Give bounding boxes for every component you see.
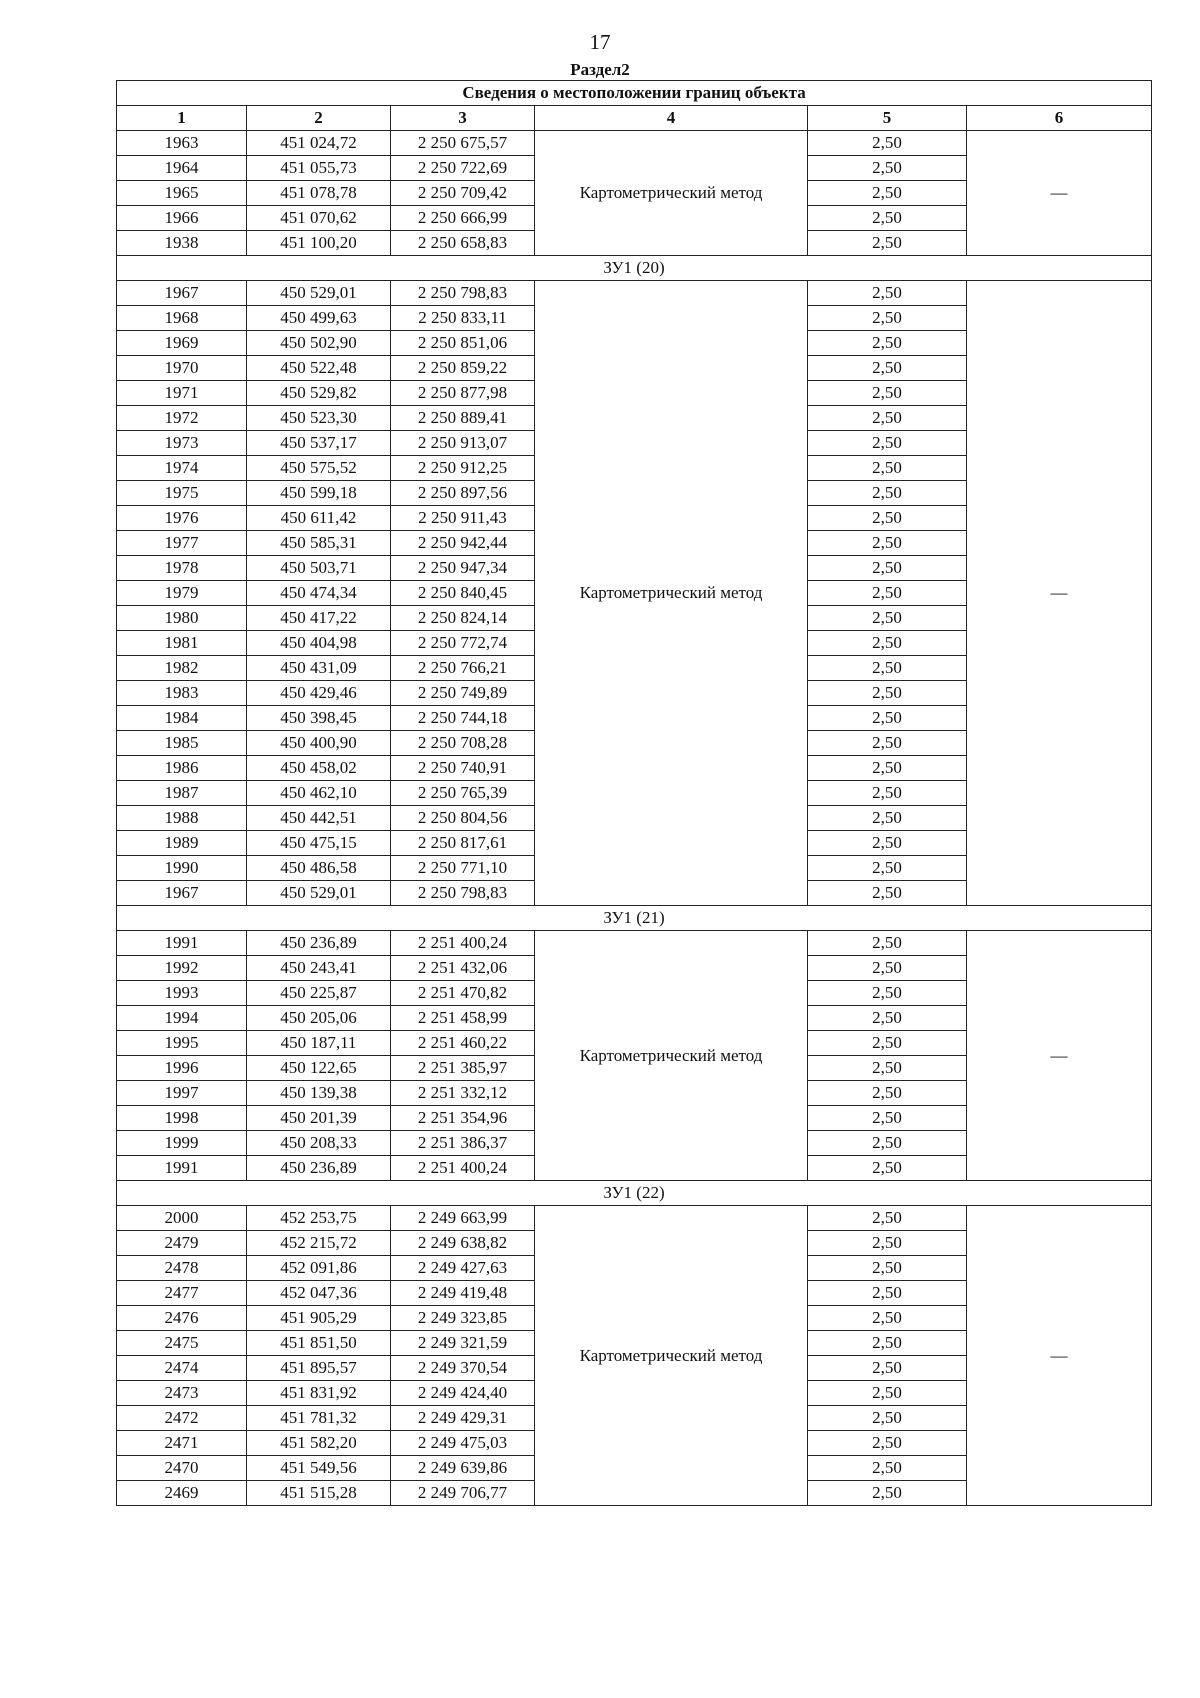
y-coordinate-cell: 2 250 913,07 bbox=[391, 431, 535, 456]
table-body bbox=[117, 131, 1152, 1506]
accuracy-cell: 2,50 bbox=[808, 156, 967, 181]
x-coordinate-cell: 450 474,34 bbox=[247, 581, 391, 606]
group-label: ЗУ1 (22) bbox=[117, 1181, 1152, 1206]
point-number-cell: 1990 bbox=[117, 856, 247, 881]
y-coordinate-cell: 2 250 911,43 bbox=[391, 506, 535, 531]
y-coordinate-cell: 2 250 840,45 bbox=[391, 581, 535, 606]
point-number-cell: 1963 bbox=[117, 131, 247, 156]
x-coordinate-cell: 450 442,51 bbox=[247, 806, 391, 831]
point-number-cell: 1977 bbox=[117, 531, 247, 556]
accuracy-cell: 2,50 bbox=[808, 1431, 967, 1456]
accuracy-cell: 2,50 bbox=[808, 381, 967, 406]
accuracy-cell: 2,50 bbox=[808, 1006, 967, 1031]
x-coordinate-cell: 450 522,48 bbox=[247, 356, 391, 381]
accuracy-cell: 2,50 bbox=[808, 956, 967, 981]
group-label: ЗУ1 (21) bbox=[117, 906, 1152, 931]
x-coordinate-cell: 450 599,18 bbox=[247, 481, 391, 506]
accuracy-cell: 2,50 bbox=[808, 656, 967, 681]
y-coordinate-cell: 2 251 470,82 bbox=[391, 981, 535, 1006]
point-number-cell: 1976 bbox=[117, 506, 247, 531]
point-number-cell: 1971 bbox=[117, 381, 247, 406]
accuracy-cell: 2,50 bbox=[808, 131, 967, 156]
point-number-cell: 2474 bbox=[117, 1356, 247, 1381]
accuracy-cell: 2,50 bbox=[808, 231, 967, 256]
x-coordinate-cell: 450 523,30 bbox=[247, 406, 391, 431]
x-coordinate-cell: 450 431,09 bbox=[247, 656, 391, 681]
y-coordinate-cell: 2 250 771,10 bbox=[391, 856, 535, 881]
accuracy-cell: 2,50 bbox=[808, 756, 967, 781]
y-coordinate-cell: 2 250 804,56 bbox=[391, 806, 535, 831]
point-number-cell: 2477 bbox=[117, 1281, 247, 1306]
table-row bbox=[117, 1206, 1152, 1231]
y-coordinate-cell: 2 249 429,31 bbox=[391, 1406, 535, 1431]
point-number-cell: 1987 bbox=[117, 781, 247, 806]
x-coordinate-cell: 450 486,58 bbox=[247, 856, 391, 881]
point-number-cell: 1999 bbox=[117, 1131, 247, 1156]
accuracy-cell: 2,50 bbox=[808, 831, 967, 856]
x-coordinate-cell: 450 243,41 bbox=[247, 956, 391, 981]
y-coordinate-cell: 2 250 817,61 bbox=[391, 831, 535, 856]
y-coordinate-cell: 2 251 385,97 bbox=[391, 1056, 535, 1081]
accuracy-cell: 2,50 bbox=[808, 331, 967, 356]
x-coordinate-cell: 450 205,06 bbox=[247, 1006, 391, 1031]
group-row bbox=[117, 906, 1152, 931]
point-number-cell: 2471 bbox=[117, 1431, 247, 1456]
point-number-cell: 1985 bbox=[117, 731, 247, 756]
x-coordinate-cell: 450 575,52 bbox=[247, 456, 391, 481]
accuracy-cell: 2,50 bbox=[808, 1331, 967, 1356]
column-header: 1 bbox=[117, 106, 247, 131]
point-number-cell: 1975 bbox=[117, 481, 247, 506]
y-coordinate-cell: 2 250 947,34 bbox=[391, 556, 535, 581]
accuracy-cell: 2,50 bbox=[808, 481, 967, 506]
point-number-cell: 2000 bbox=[117, 1206, 247, 1231]
point-number-cell: 1983 bbox=[117, 681, 247, 706]
y-coordinate-cell: 2 251 400,24 bbox=[391, 931, 535, 956]
point-number-cell: 1989 bbox=[117, 831, 247, 856]
x-coordinate-cell: 450 611,42 bbox=[247, 506, 391, 531]
y-coordinate-cell: 2 250 942,44 bbox=[391, 531, 535, 556]
point-number-cell: 1995 bbox=[117, 1031, 247, 1056]
x-coordinate-cell: 450 537,17 bbox=[247, 431, 391, 456]
y-coordinate-cell: 2 250 708,28 bbox=[391, 731, 535, 756]
method-cell: Картометрический метод bbox=[535, 281, 808, 906]
accuracy-cell: 2,50 bbox=[808, 856, 967, 881]
point-number-cell: 1967 bbox=[117, 281, 247, 306]
accuracy-cell: 2,50 bbox=[808, 356, 967, 381]
x-coordinate-cell: 450 398,45 bbox=[247, 706, 391, 731]
point-number-cell: 2476 bbox=[117, 1306, 247, 1331]
boundary-table bbox=[116, 80, 1152, 1506]
accuracy-cell: 2,50 bbox=[808, 206, 967, 231]
x-coordinate-cell: 450 458,02 bbox=[247, 756, 391, 781]
accuracy-cell: 2,50 bbox=[808, 1231, 967, 1256]
x-coordinate-cell: 452 091,86 bbox=[247, 1256, 391, 1281]
point-number-cell: 1970 bbox=[117, 356, 247, 381]
x-coordinate-cell: 451 515,28 bbox=[247, 1481, 391, 1506]
section-title: Раздел2 bbox=[570, 60, 630, 79]
group-row bbox=[117, 1181, 1152, 1206]
point-number-cell: 2478 bbox=[117, 1256, 247, 1281]
accuracy-cell: 2,50 bbox=[808, 1156, 967, 1181]
y-coordinate-cell: 2 250 772,74 bbox=[391, 631, 535, 656]
accuracy-cell: 2,50 bbox=[808, 1256, 967, 1281]
point-number-cell: 1972 bbox=[117, 406, 247, 431]
y-coordinate-cell: 2 249 706,77 bbox=[391, 1481, 535, 1506]
accuracy-cell: 2,50 bbox=[808, 631, 967, 656]
y-coordinate-cell: 2 251 354,96 bbox=[391, 1106, 535, 1131]
point-number-cell: 1979 bbox=[117, 581, 247, 606]
x-coordinate-cell: 450 208,33 bbox=[247, 1131, 391, 1156]
y-coordinate-cell: 2 250 740,91 bbox=[391, 756, 535, 781]
x-coordinate-cell: 451 024,72 bbox=[247, 131, 391, 156]
point-number-cell: 1998 bbox=[117, 1106, 247, 1131]
accuracy-cell: 2,50 bbox=[808, 681, 967, 706]
y-coordinate-cell: 2 250 766,21 bbox=[391, 656, 535, 681]
x-coordinate-cell: 450 139,38 bbox=[247, 1081, 391, 1106]
accuracy-cell: 2,50 bbox=[808, 531, 967, 556]
point-number-cell: 2475 bbox=[117, 1331, 247, 1356]
point-number-cell: 1969 bbox=[117, 331, 247, 356]
accuracy-cell: 2,50 bbox=[808, 731, 967, 756]
x-coordinate-cell: 451 582,20 bbox=[247, 1431, 391, 1456]
table-title: Сведения о местоположении границ объекта bbox=[117, 81, 1152, 106]
group-row bbox=[117, 256, 1152, 281]
x-coordinate-cell: 450 225,87 bbox=[247, 981, 391, 1006]
accuracy-cell: 2,50 bbox=[808, 981, 967, 1006]
x-coordinate-cell: 450 122,65 bbox=[247, 1056, 391, 1081]
y-coordinate-cell: 2 251 386,37 bbox=[391, 1131, 535, 1156]
accuracy-cell: 2,50 bbox=[808, 281, 967, 306]
accuracy-cell: 2,50 bbox=[808, 456, 967, 481]
note-cell: — bbox=[967, 131, 1152, 256]
column-header: 6 bbox=[967, 106, 1152, 131]
x-coordinate-cell: 450 585,31 bbox=[247, 531, 391, 556]
accuracy-cell: 2,50 bbox=[808, 1381, 967, 1406]
y-coordinate-cell: 2 249 638,82 bbox=[391, 1231, 535, 1256]
y-coordinate-cell: 2 250 824,14 bbox=[391, 606, 535, 631]
y-coordinate-cell: 2 251 432,06 bbox=[391, 956, 535, 981]
accuracy-cell: 2,50 bbox=[808, 1456, 967, 1481]
x-coordinate-cell: 450 529,01 bbox=[247, 281, 391, 306]
table-row bbox=[117, 281, 1152, 306]
accuracy-cell: 2,50 bbox=[808, 1106, 967, 1131]
accuracy-cell: 2,50 bbox=[808, 1131, 967, 1156]
method-cell: Картометрический метод bbox=[535, 931, 808, 1181]
point-number-cell: 2479 bbox=[117, 1231, 247, 1256]
x-coordinate-cell: 450 236,89 bbox=[247, 931, 391, 956]
x-coordinate-cell: 450 502,90 bbox=[247, 331, 391, 356]
point-number-cell: 1981 bbox=[117, 631, 247, 656]
x-coordinate-cell: 450 236,89 bbox=[247, 1156, 391, 1181]
x-coordinate-cell: 451 070,62 bbox=[247, 206, 391, 231]
x-coordinate-cell: 452 253,75 bbox=[247, 1206, 391, 1231]
x-coordinate-cell: 451 100,20 bbox=[247, 231, 391, 256]
y-coordinate-cell: 2 250 912,25 bbox=[391, 456, 535, 481]
point-number-cell: 1968 bbox=[117, 306, 247, 331]
x-coordinate-cell: 450 462,10 bbox=[247, 781, 391, 806]
note-cell: — bbox=[967, 931, 1152, 1181]
x-coordinate-cell: 450 529,01 bbox=[247, 881, 391, 906]
x-coordinate-cell: 450 404,98 bbox=[247, 631, 391, 656]
x-coordinate-cell: 450 529,82 bbox=[247, 381, 391, 406]
point-number-cell: 1938 bbox=[117, 231, 247, 256]
point-number-cell: 1986 bbox=[117, 756, 247, 781]
point-number-cell: 1966 bbox=[117, 206, 247, 231]
x-coordinate-cell: 450 475,15 bbox=[247, 831, 391, 856]
y-coordinate-cell: 2 250 765,39 bbox=[391, 781, 535, 806]
accuracy-cell: 2,50 bbox=[808, 1481, 967, 1506]
method-cell: Картометрический метод bbox=[535, 131, 808, 256]
point-number-cell: 1993 bbox=[117, 981, 247, 1006]
y-coordinate-cell: 2 250 877,98 bbox=[391, 381, 535, 406]
accuracy-cell: 2,50 bbox=[808, 581, 967, 606]
y-coordinate-cell: 2 250 889,41 bbox=[391, 406, 535, 431]
accuracy-cell: 2,50 bbox=[808, 706, 967, 731]
x-coordinate-cell: 451 781,32 bbox=[247, 1406, 391, 1431]
note-cell: — bbox=[967, 281, 1152, 906]
y-coordinate-cell: 2 250 897,56 bbox=[391, 481, 535, 506]
y-coordinate-cell: 2 249 323,85 bbox=[391, 1306, 535, 1331]
point-number-cell: 1967 bbox=[117, 881, 247, 906]
page-number: 17 bbox=[589, 30, 611, 54]
column-header: 5 bbox=[808, 106, 967, 131]
x-coordinate-cell: 450 201,39 bbox=[247, 1106, 391, 1131]
x-coordinate-cell: 450 187,11 bbox=[247, 1031, 391, 1056]
table-row bbox=[117, 931, 1152, 956]
y-coordinate-cell: 2 249 370,54 bbox=[391, 1356, 535, 1381]
point-number-cell: 2473 bbox=[117, 1381, 247, 1406]
y-coordinate-cell: 2 250 859,22 bbox=[391, 356, 535, 381]
accuracy-cell: 2,50 bbox=[808, 306, 967, 331]
accuracy-cell: 2,50 bbox=[808, 781, 967, 806]
accuracy-cell: 2,50 bbox=[808, 431, 967, 456]
y-coordinate-cell: 2 251 460,22 bbox=[391, 1031, 535, 1056]
accuracy-cell: 2,50 bbox=[808, 881, 967, 906]
x-coordinate-cell: 451 831,92 bbox=[247, 1381, 391, 1406]
table-header bbox=[117, 81, 1152, 131]
note-cell: — bbox=[967, 1206, 1152, 1506]
x-coordinate-cell: 451 055,73 bbox=[247, 156, 391, 181]
x-coordinate-cell: 451 895,57 bbox=[247, 1356, 391, 1381]
group-label: ЗУ1 (20) bbox=[117, 256, 1152, 281]
point-number-cell: 1982 bbox=[117, 656, 247, 681]
x-coordinate-cell: 452 215,72 bbox=[247, 1231, 391, 1256]
point-number-cell: 1980 bbox=[117, 606, 247, 631]
accuracy-cell: 2,50 bbox=[808, 931, 967, 956]
accuracy-cell: 2,50 bbox=[808, 506, 967, 531]
x-coordinate-cell: 450 417,22 bbox=[247, 606, 391, 631]
y-coordinate-cell: 2 250 709,42 bbox=[391, 181, 535, 206]
x-coordinate-cell: 450 503,71 bbox=[247, 556, 391, 581]
accuracy-cell: 2,50 bbox=[808, 1206, 967, 1231]
y-coordinate-cell: 2 249 427,63 bbox=[391, 1256, 535, 1281]
point-number-cell: 2472 bbox=[117, 1406, 247, 1431]
y-coordinate-cell: 2 250 798,83 bbox=[391, 881, 535, 906]
x-coordinate-cell: 451 549,56 bbox=[247, 1456, 391, 1481]
y-coordinate-cell: 2 250 666,99 bbox=[391, 206, 535, 231]
accuracy-cell: 2,50 bbox=[808, 556, 967, 581]
accuracy-cell: 2,50 bbox=[808, 1031, 967, 1056]
accuracy-cell: 2,50 bbox=[808, 1081, 967, 1106]
point-number-cell: 2469 bbox=[117, 1481, 247, 1506]
y-coordinate-cell: 2 250 722,69 bbox=[391, 156, 535, 181]
column-header: 2 bbox=[247, 106, 391, 131]
point-number-cell: 1996 bbox=[117, 1056, 247, 1081]
accuracy-cell: 2,50 bbox=[808, 1356, 967, 1381]
accuracy-cell: 2,50 bbox=[808, 606, 967, 631]
accuracy-cell: 2,50 bbox=[808, 806, 967, 831]
y-coordinate-cell: 2 249 321,59 bbox=[391, 1331, 535, 1356]
x-coordinate-cell: 450 499,63 bbox=[247, 306, 391, 331]
column-header: 4 bbox=[535, 106, 808, 131]
y-coordinate-cell: 2 250 749,89 bbox=[391, 681, 535, 706]
y-coordinate-cell: 2 251 400,24 bbox=[391, 1156, 535, 1181]
y-coordinate-cell: 2 250 851,06 bbox=[391, 331, 535, 356]
x-coordinate-cell: 451 851,50 bbox=[247, 1331, 391, 1356]
x-coordinate-cell: 450 400,90 bbox=[247, 731, 391, 756]
x-coordinate-cell: 452 047,36 bbox=[247, 1281, 391, 1306]
point-number-cell: 1997 bbox=[117, 1081, 247, 1106]
point-number-cell: 1965 bbox=[117, 181, 247, 206]
x-coordinate-cell: 451 078,78 bbox=[247, 181, 391, 206]
point-number-cell: 1974 bbox=[117, 456, 247, 481]
point-number-cell: 1988 bbox=[117, 806, 247, 831]
point-number-cell: 1978 bbox=[117, 556, 247, 581]
point-number-cell: 1991 bbox=[117, 1156, 247, 1181]
accuracy-cell: 2,50 bbox=[808, 406, 967, 431]
x-coordinate-cell: 450 429,46 bbox=[247, 681, 391, 706]
point-number-cell: 1964 bbox=[117, 156, 247, 181]
y-coordinate-cell: 2 251 332,12 bbox=[391, 1081, 535, 1106]
accuracy-cell: 2,50 bbox=[808, 1281, 967, 1306]
y-coordinate-cell: 2 249 663,99 bbox=[391, 1206, 535, 1231]
y-coordinate-cell: 2 250 658,83 bbox=[391, 231, 535, 256]
y-coordinate-cell: 2 250 833,11 bbox=[391, 306, 535, 331]
y-coordinate-cell: 2 249 419,48 bbox=[391, 1281, 535, 1306]
x-coordinate-cell: 451 905,29 bbox=[247, 1306, 391, 1331]
accuracy-cell: 2,50 bbox=[808, 1406, 967, 1431]
y-coordinate-cell: 2 249 475,03 bbox=[391, 1431, 535, 1456]
accuracy-cell: 2,50 bbox=[808, 1056, 967, 1081]
point-number-cell: 1992 bbox=[117, 956, 247, 981]
y-coordinate-cell: 2 251 458,99 bbox=[391, 1006, 535, 1031]
y-coordinate-cell: 2 249 424,40 bbox=[391, 1381, 535, 1406]
method-cell: Картометрический метод bbox=[535, 1206, 808, 1506]
point-number-cell: 1984 bbox=[117, 706, 247, 731]
accuracy-cell: 2,50 bbox=[808, 181, 967, 206]
accuracy-cell: 2,50 bbox=[808, 1306, 967, 1331]
point-number-cell: 1991 bbox=[117, 931, 247, 956]
point-number-cell: 2470 bbox=[117, 1456, 247, 1481]
table-row bbox=[117, 131, 1152, 156]
point-number-cell: 1973 bbox=[117, 431, 247, 456]
y-coordinate-cell: 2 250 675,57 bbox=[391, 131, 535, 156]
point-number-cell: 1994 bbox=[117, 1006, 247, 1031]
y-coordinate-cell: 2 249 639,86 bbox=[391, 1456, 535, 1481]
column-header: 3 bbox=[391, 106, 535, 131]
y-coordinate-cell: 2 250 798,83 bbox=[391, 281, 535, 306]
y-coordinate-cell: 2 250 744,18 bbox=[391, 706, 535, 731]
